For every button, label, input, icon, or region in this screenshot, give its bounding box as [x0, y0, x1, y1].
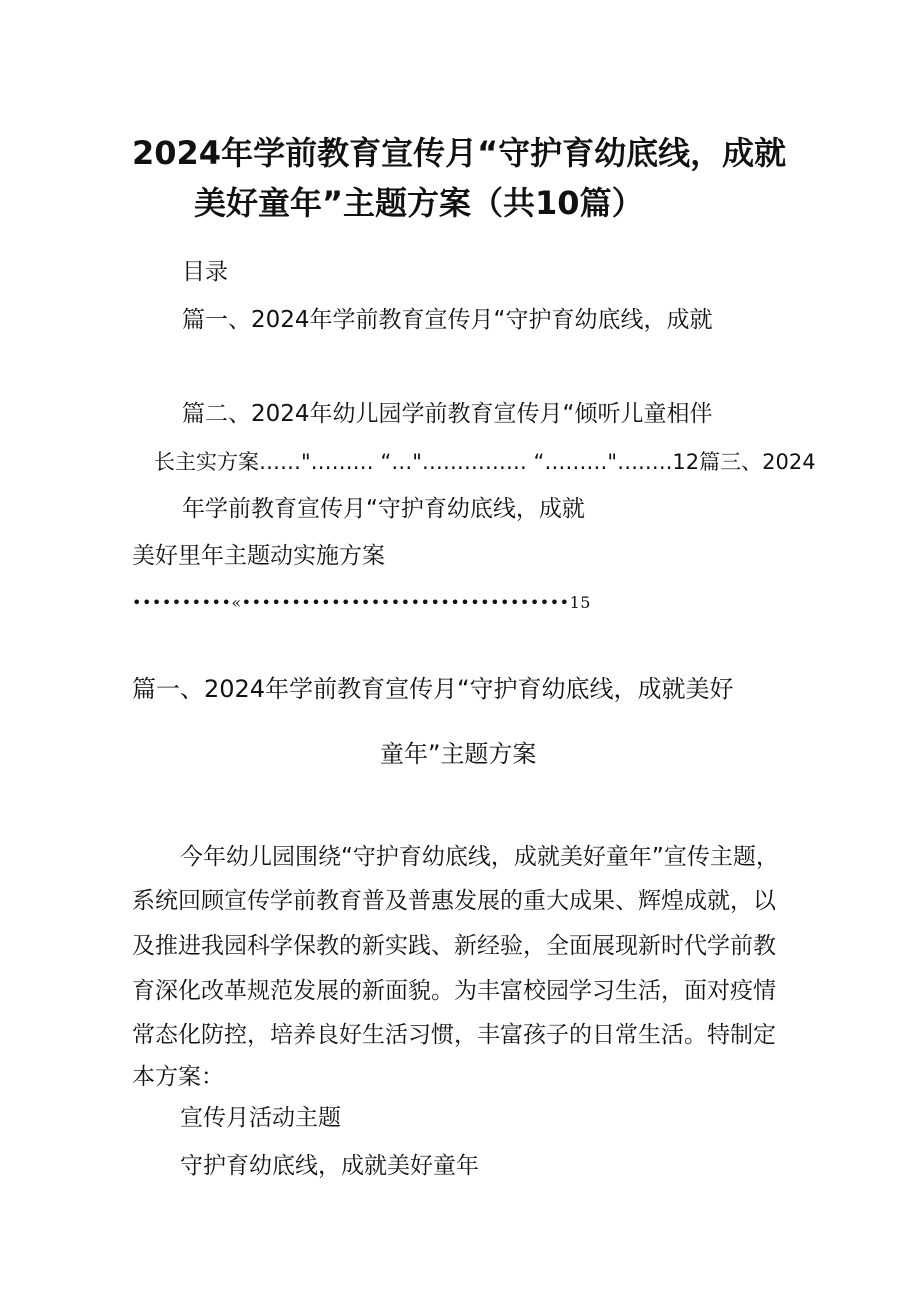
body-paragraph-line-1: 今年幼儿园围绕“守护育幼底线，成就美好童年”宣传主题，: [180, 844, 779, 870]
toc-entry-2-cont: 长主实方案……"……… “…"…………… “………"….….12篇三、2024: [154, 450, 816, 474]
section-1-heading-line-1: 篇一、2024年学前教育宣传月“守护育幼底线，成就美好: [132, 675, 734, 703]
body-paragraph-line-2: 系统回顾宣传学前教育普及普惠发展的重大成果、辉煌成就，以: [132, 888, 776, 914]
body-paragraph-line-6: 本方案：: [132, 1064, 224, 1090]
toc-entry-3-cont: 年学前教育宣传月“守护育幼底线，成就: [182, 496, 585, 522]
body-paragraph-line-4: 育深化改革规范发展的新面貌。为丰富校园学习生活，面对疫情: [132, 978, 776, 1004]
toc-heading: 目录: [182, 259, 228, 285]
activity-theme-text: 守护育幼底线，成就美好童年: [180, 1153, 479, 1179]
toc-entry-2: 篇二、2024年幼儿园学前教育宣传月“倾听儿童相伴: [182, 401, 713, 427]
body-paragraph-line-3: 及推进我园科学保教的新实践、新经验，全面展现新时代学前教: [132, 933, 776, 959]
toc-entry-3-title: 美好里年主题动实施方案: [132, 543, 385, 569]
document-title-line-1: 2024年学前教育宣传月“守护育幼底线，成就: [132, 134, 787, 172]
document-title-line-2: 美好童年”主题方案（共10篇）: [194, 184, 644, 222]
toc-entry-1: 篇一、2024年学前教育宣传月“守护育幼底线，成就: [182, 307, 713, 333]
activity-theme-subheading: 宣传月活动主题: [180, 1105, 341, 1131]
body-paragraph-line-5: 常态化防控，培养良好生活习惯，丰富孩子的日常生活。特制定: [132, 1022, 776, 1048]
section-1-heading-line-2: 童年”主题方案: [380, 740, 537, 768]
toc-entry-3-leader: ••••••••••«•••••••••••••••••••••••••••••••••15: [132, 593, 591, 612]
